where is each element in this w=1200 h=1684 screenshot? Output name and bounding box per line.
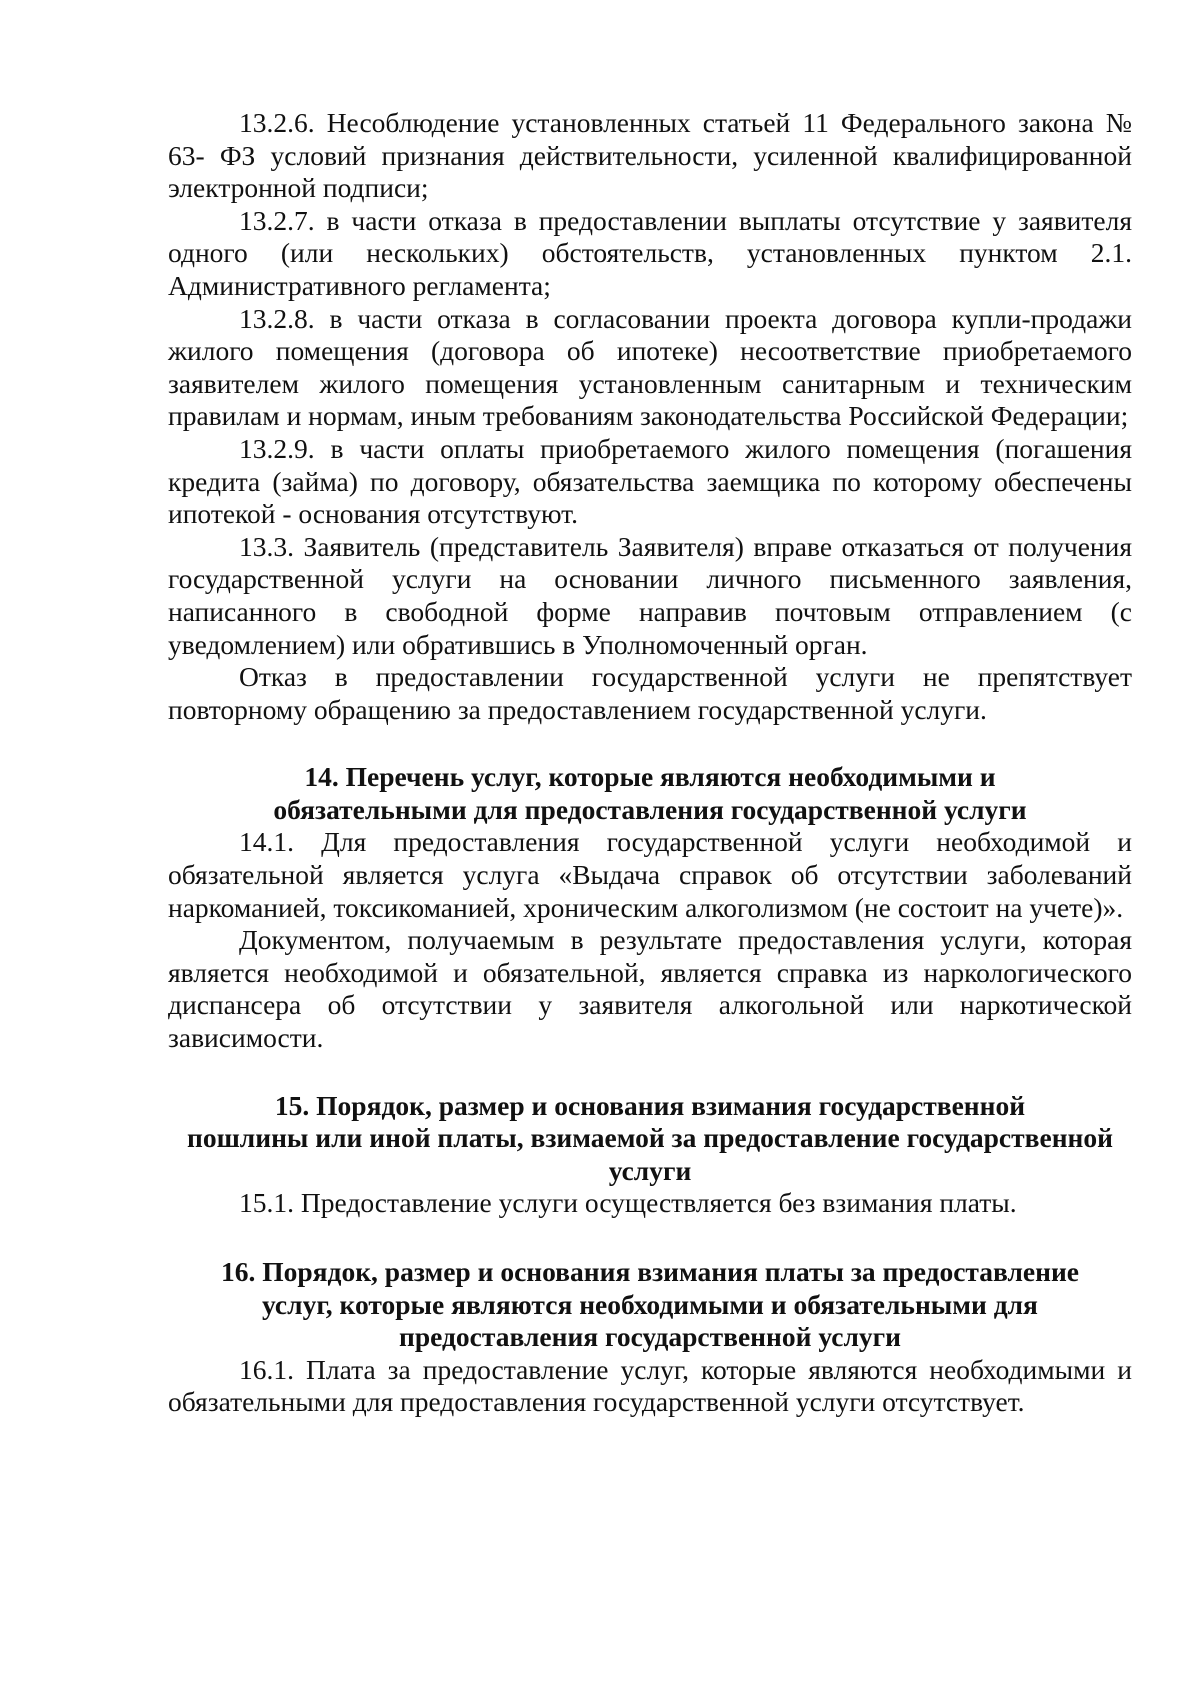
section-15-heading-line3: услуги xyxy=(608,1154,692,1186)
section-16-heading xyxy=(168,1256,1132,1354)
section-14-heading-line1: 14. Перечень услуг, которые являются необходимыми и xyxy=(304,761,996,793)
document-page xyxy=(168,107,1132,1419)
section-14-heading-line2: обязательными для предоставления государственной услуги xyxy=(273,793,1027,825)
section-15-heading-line2: пошлины или иной платы, взимаемой за предоставление государственной xyxy=(187,1122,1113,1154)
paragraph-15-1: 15.1. Предоставление услуги осуществляется без взимания платы. xyxy=(239,1187,1017,1219)
section-15-heading xyxy=(168,1090,1132,1188)
paragraph-16-1: 16.1. Плата за предоставление услуг, которые являются необходимыми и обязательными для предоставления государственной услуги отсутствует. xyxy=(168,1353,1132,1418)
section-14-heading xyxy=(168,761,1132,826)
section-16-heading-line1: 16. Порядок, размер и основания взимания платы за предоставление xyxy=(220,1256,1080,1287)
section-spacer xyxy=(168,726,1132,761)
paragraph-13-2-9: 13.2.9. в части оплаты приобретаемого жилого помещения (погашения кредита (займа) по договору, обязательства заемщика по которому обеспечены ипотекой - основания отсутствуют. xyxy=(168,432,1132,530)
section-spacer xyxy=(168,1220,1132,1256)
paragraph-13-2-7: 13.2.7. в части отказа в предоставлении выплаты отсутствие у заявителя одного (или нескольких) обстоятельств, установленных пунктом 2.1. Административного регламента; xyxy=(168,204,1132,301)
paragraph-13-3: 13.3. Заявитель (представитель Заявителя) вправе отказаться от получения государственной услуги на основании личного письменного заявления, написанного в свободной форме направив почтовым отправлением (с уведомлением) или обратившись в Уполномоченный орган. xyxy=(168,530,1132,660)
paragraph-13-refusal: Отказ в предоставлении государственной услуги не препятствует повторному обращению за предоставлением государственной услуги. xyxy=(168,661,1132,725)
paragraph-14-document: Документом, получаемым в результате предоставления услуги, которая является необходимой и обязательной, является справка из наркологического диспансера об отсутствии у заявителя алкогольной или наркотической зависимости. xyxy=(168,924,1132,1054)
paragraph-13-2-6: 13.2.6. Несоблюдение установленных статьей 11 Федерального закона № 63- ФЗ условий признания действительности, усиленной квалифицированной электронной подписи; xyxy=(168,107,1132,204)
section-15-heading-line1: 15. Порядок, размер и основания взимания государственной xyxy=(274,1089,1026,1121)
section-spacer xyxy=(168,1055,1132,1090)
section-16-heading-line3: предоставления государственной услуги xyxy=(399,1321,901,1353)
paragraph-14-1: 14.1. Для предоставления государственной услуги необходимой и обязательной является услуга «Выдача справок об отсутствии заболеваний наркоманией, токсикоманией, хроническим алкоголизмом (не состоит на учете)». xyxy=(168,826,1132,923)
paragraph-13-2-8: 13.2.8. в части отказа в согласовании проекта договора купли-продажи жилого помещения (договора об ипотеке) несоответствие приобретаемого заявителем жилого помещения установленным санитарным и техническим правилам и нормам, иным требованиям законодательства Российской Федерации; xyxy=(168,302,1132,432)
section-16-heading-line2: услуг, которые являются необходимыми и обязательными для xyxy=(262,1288,1038,1320)
